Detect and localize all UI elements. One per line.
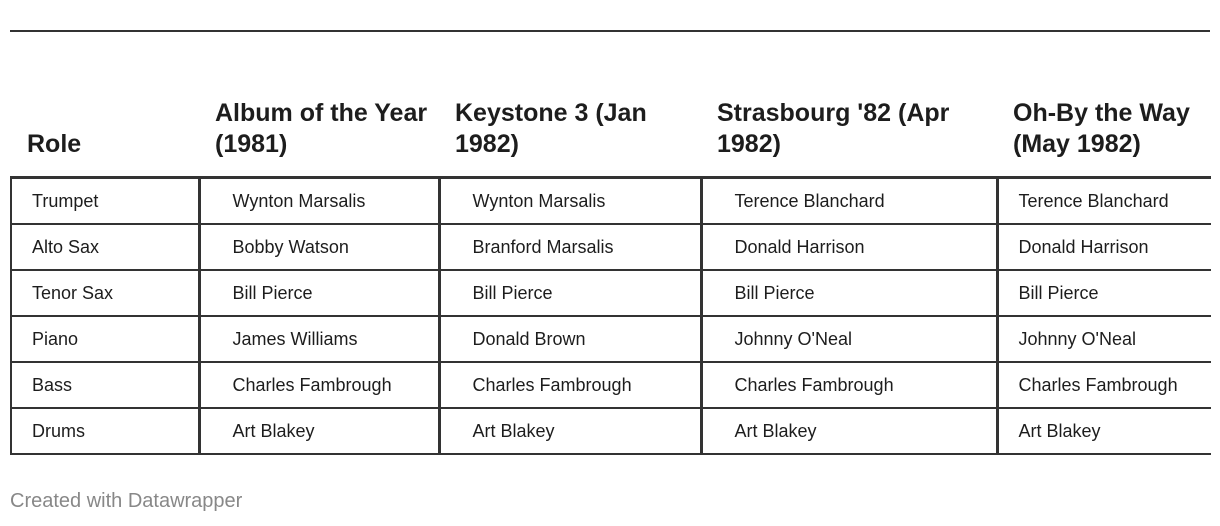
datawrapper-credit: Created with Datawrapper <box>10 490 243 512</box>
header-row <box>11 32 1211 178</box>
musician-cell: Terence Blanchard <box>997 178 1211 225</box>
musician-cell: Art Blakey <box>199 408 439 454</box>
musician-cell: Johnny O'Neal <box>701 316 997 362</box>
table-row <box>11 362 1211 408</box>
musician-cell: Charles Fambrough <box>439 362 701 408</box>
musician-cell: Charles Fambrough <box>997 362 1211 408</box>
musician-cell: Bill Pierce <box>701 270 997 316</box>
table-row <box>11 224 1211 270</box>
table-header <box>11 32 1211 178</box>
role-cell: Drums <box>11 408 199 454</box>
column-header: Keystone 3 (Jan 1982) <box>439 32 701 178</box>
table-body <box>11 178 1211 455</box>
musician-cell: James Williams <box>199 316 439 362</box>
role-cell: Piano <box>11 316 199 362</box>
musician-cell: Donald Harrison <box>997 224 1211 270</box>
musician-cell: Branford Marsalis <box>439 224 701 270</box>
musician-cell: Terence Blanchard <box>701 178 997 225</box>
role-cell: Tenor Sax <box>11 270 199 316</box>
role-cell: Alto Sax <box>11 224 199 270</box>
musician-cell: Art Blakey <box>701 408 997 454</box>
musician-cell: Art Blakey <box>997 408 1211 454</box>
table-row <box>11 408 1211 454</box>
column-header: Album of the Year (1981) <box>199 32 439 178</box>
column-header: Strasbourg '82 (Apr 1982) <box>701 32 997 178</box>
musician-cell: Johnny O'Neal <box>997 316 1211 362</box>
musician-cell: Bill Pierce <box>997 270 1211 316</box>
table-row <box>11 316 1211 362</box>
column-header: Oh-By the Way (May 1982) <box>997 32 1211 178</box>
musician-cell: Bobby Watson <box>199 224 439 270</box>
role-cell: Trumpet <box>11 178 199 225</box>
musician-cell: Charles Fambrough <box>199 362 439 408</box>
musician-cell: Donald Harrison <box>701 224 997 270</box>
musician-cell: Wynton Marsalis <box>439 178 701 225</box>
table-row <box>11 270 1211 316</box>
musician-cell: Donald Brown <box>439 316 701 362</box>
musician-cell: Charles Fambrough <box>701 362 997 408</box>
role-cell: Bass <box>11 362 199 408</box>
musician-cell: Bill Pierce <box>199 270 439 316</box>
lineup-table <box>10 32 1211 455</box>
column-header: Role <box>11 32 199 178</box>
musician-cell: Art Blakey <box>439 408 701 454</box>
musician-cell: Wynton Marsalis <box>199 178 439 225</box>
musician-cell: Bill Pierce <box>439 270 701 316</box>
table-row <box>11 178 1211 225</box>
